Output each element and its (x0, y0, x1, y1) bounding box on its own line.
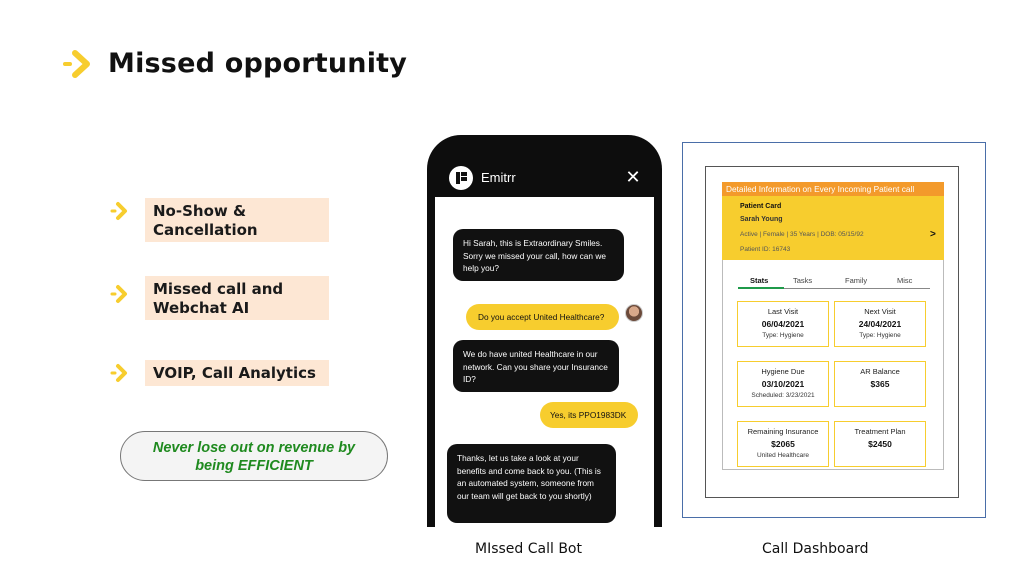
patient-info: Active | Female | 35 Years | DOB: 05/15/92 (740, 231, 864, 238)
feature-missed-call-line1: Missed call and (153, 280, 284, 298)
phone-mockup (427, 135, 662, 527)
stat-card-last-visit (737, 301, 829, 347)
dashboard-caption: Call Dashboard (762, 541, 869, 557)
stat-card-sub: Type: Hygiene (859, 332, 901, 339)
stat-card-label: Remaining Insurance (747, 427, 819, 436)
stat-card-value: 03/10/2021 (761, 379, 805, 389)
stat-card-hygiene-due (737, 361, 829, 407)
feature-no-show (145, 198, 329, 242)
app-name: Emitrr (481, 170, 516, 185)
callout-line1: Never lose out on revenue by (152, 440, 356, 456)
emitrr-logo-icon (449, 166, 473, 190)
patient-id: Patient ID: 16743 (740, 246, 791, 253)
callout-line2: being EFFICIENT (195, 458, 313, 474)
chat-message-bot: Hi Sarah, this is Extraordinary Smiles. Sorry we missed your call, how can we help you? (453, 229, 624, 281)
stat-card-value: 06/04/2021 (761, 319, 805, 329)
stat-card-sub: Scheduled: 3/23/2021 (751, 392, 815, 399)
stat-card-label: Next Visit (864, 307, 896, 316)
tab-active-indicator (738, 287, 784, 289)
tab-family[interactable]: Family (845, 276, 868, 285)
feature-no-show-line2: Cancellation (153, 221, 258, 239)
slide-title: Missed opportunity (108, 48, 408, 79)
tab-tasks[interactable]: Tasks (793, 276, 813, 285)
tab-stats[interactable]: Stats (750, 276, 769, 285)
yellow-chevron-bullet-icon (110, 201, 130, 221)
chat-message-user: Yes, its PPO1983DK (540, 402, 638, 428)
title-chevron-icon (62, 50, 92, 78)
user-avatar (625, 304, 643, 322)
stat-card-label: Last Visit (767, 307, 799, 316)
stat-card-value: $365 (870, 379, 890, 389)
feature-missed-call-line2: Webchat AI (153, 299, 250, 317)
patient-name: Sarah Young (740, 216, 783, 223)
feature-voip-line1: VOIP, Call Analytics (153, 364, 316, 382)
stat-card-label: AR Balance (860, 367, 900, 376)
stat-card-ar-balance (834, 361, 926, 407)
feature-no-show-line1: No-Show & (153, 202, 247, 220)
chat-area (435, 197, 654, 527)
stat-card-label: Treatment Plan (854, 427, 906, 436)
feature-voip (145, 360, 329, 386)
yellow-chevron-bullet-icon (110, 284, 130, 304)
dashboard-banner: Detailed Information on Every Incoming Patient call (722, 182, 944, 196)
stat-card-treatment-plan (834, 421, 926, 467)
stat-card-value: $2065 (771, 439, 795, 449)
chevron-right-icon[interactable]: > (930, 229, 936, 240)
chat-message-user: Do you accept United Healthcare? (466, 304, 619, 330)
revenue-callout (120, 431, 388, 481)
stat-card-next-visit (834, 301, 926, 347)
chat-message-bot: We do have united Healthcare in our network. Can you share your Insurance ID? (453, 340, 619, 392)
yellow-chevron-bullet-icon (110, 363, 130, 383)
stat-card-value: $2450 (868, 439, 892, 449)
stat-card-remaining-insurance (737, 421, 829, 467)
stat-card-value: 24/04/2021 (858, 319, 902, 329)
tab-divider (784, 288, 930, 289)
stat-card-sub: Type: Hygiene (762, 332, 804, 339)
phone-caption: MIssed Call Bot (475, 541, 582, 557)
close-icon[interactable]: ✕ (625, 167, 641, 187)
patient-card-title: Patient Card (740, 203, 782, 210)
stat-card-sub: United Healthcare (756, 452, 810, 459)
stat-card-label: Hygiene Due (761, 367, 805, 376)
chat-message-bot: Thanks, let us take a look at your benefits and come back to you. (This is an automated system, someone from our team will get back to you shortly) (447, 444, 616, 523)
tab-misc[interactable]: Misc (897, 276, 913, 285)
feature-missed-call (145, 276, 329, 320)
